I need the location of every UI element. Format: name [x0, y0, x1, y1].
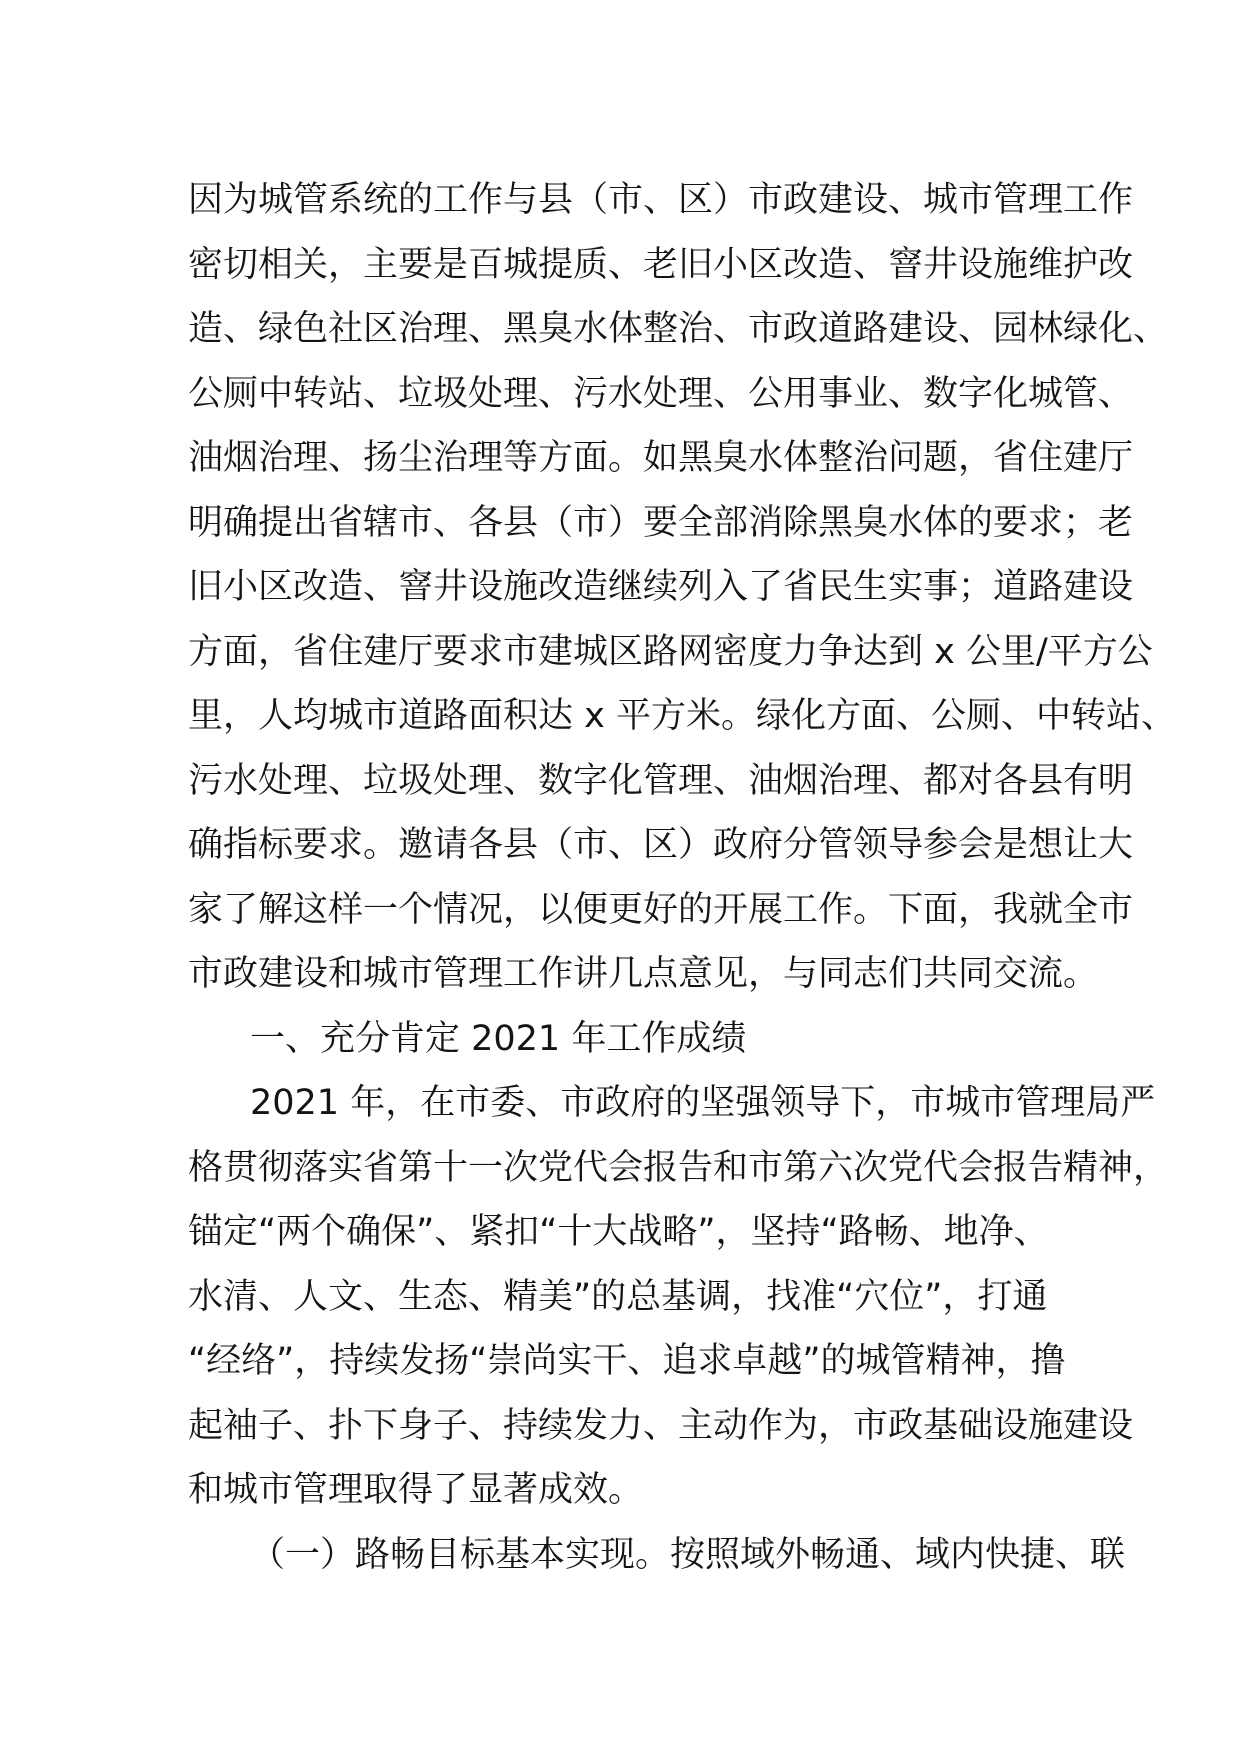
section-heading: 一、充分肯定 2021 年工作成绩: [250, 1018, 747, 1059]
paragraph-line: 因为城管系统的工作与县（市、区）市政建设、城市管理工作: [188, 180, 1134, 220]
paragraph-line: 格贯彻落实省第十一次党代会报告和市第六次党代会报告精神，: [188, 1147, 1169, 1188]
subsection-heading: （一）路畅目标基本实现。按照域外畅通、域内快捷、联: [250, 1534, 1126, 1575]
paragraph-line: 和城市管理取得了显著成效。: [188, 1470, 644, 1510]
paragraph-line: 里，人均城市道路面积达 x 平方米。绿化方面、公厕、中转站、: [188, 696, 1176, 736]
paragraph-line: 公厕中转站、垃圾处理、污水处理、公用事业、数字化城管、: [188, 373, 1134, 414]
paragraph-line: 确指标要求。邀请各县（市、区）政府分管领导参会是想让大: [188, 825, 1134, 865]
paragraph-line: 密切相关，主要是百城提质、老旧小区改造、窨井设施维护改: [188, 244, 1134, 285]
paragraph-line: 起袖子、扑下身子、持续发力、主动作为，市政基础设施建设: [188, 1405, 1134, 1446]
paragraph-line: 2021 年，在市委、市政府的坚强领导下，市城市管理局严: [250, 1083, 1156, 1123]
paragraph-line: 明确提出省辖市、各县（市）要全部消除黑臭水体的要求；老: [188, 502, 1134, 543]
paragraph-line: 旧小区改造、窨井设施改造继续列入了省民生实事；道路建设: [188, 567, 1134, 607]
document-body: [188, 168, 1176, 1587]
paragraph-line: 污水处理、垃圾处理、数字化管理、油烟治理、都对各县有明: [188, 760, 1134, 801]
paragraph-line: “经络”，持续发扬“崇尚实干、追求卓越”的城管精神，撸: [188, 1341, 1066, 1381]
paragraph-line: 方面，省住建厅要求市建城区路网密度力争达到 x 公里/平方公: [188, 631, 1153, 672]
paragraph-line: 油烟治理、扬尘治理等方面。如黑臭水体整治问题，省住建厅: [188, 438, 1134, 478]
paragraph-line: 锚定“两个确保”、紧扣“十大战略”，坚持“路畅、地净、: [188, 1212, 1049, 1252]
paragraph-line: 市政建设和城市管理工作讲几点意见，与同志们共同交流。: [188, 954, 1099, 994]
paragraph-line: 水清、人文、生态、精美”的总基调，找准“穴位”，打通: [188, 1276, 1048, 1317]
paragraph-line: 家了解这样一个情况，以便更好的开展工作。下面，我就全市: [188, 889, 1134, 930]
paragraph-line: 造、绿色社区治理、黑臭水体整治、市政道路建设、园林绿化、: [188, 309, 1169, 349]
